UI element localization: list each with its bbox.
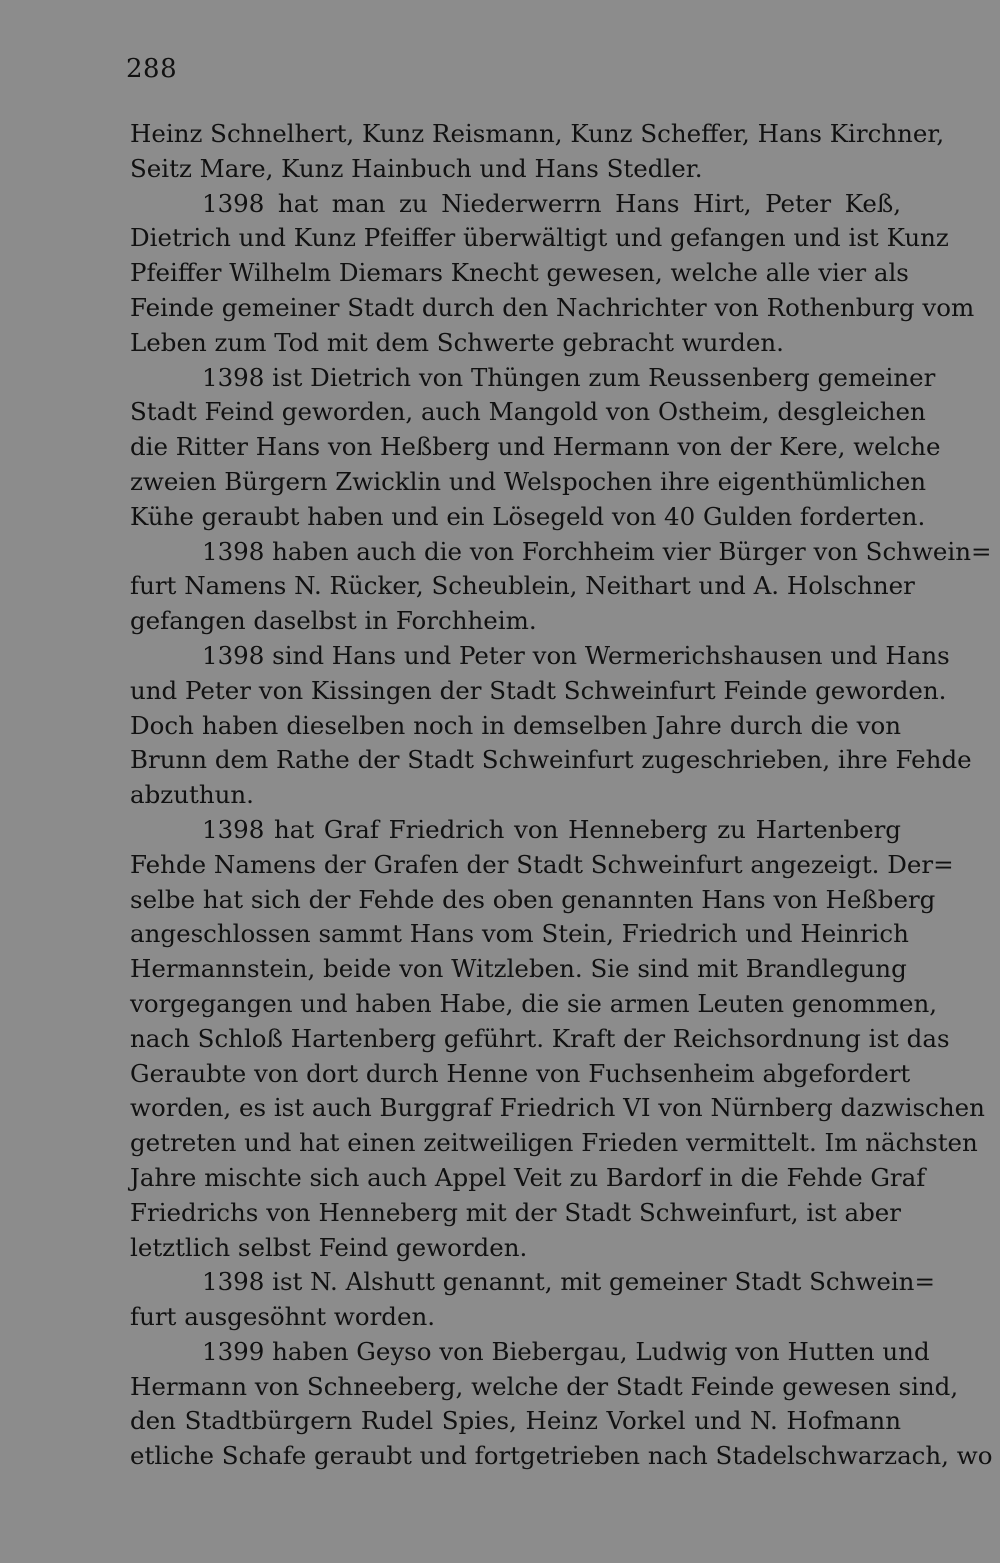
- text-line: 1398 haben auch die von Forchheim vier Bürger von Schwein=: [202, 536, 992, 566]
- text-line: 1398 hat Graf Friedrich von Henneberg zu Hartenberg: [202, 814, 901, 844]
- text-line: Seitz Mare, Kunz Hainbuch und Hans Stedler.: [130, 153, 703, 183]
- text-line: Geraubte von dort durch Henne von Fuchsenheim abgefordert: [130, 1058, 911, 1088]
- text-line: Doch haben dieselben noch in demselben Jahre durch die von: [130, 710, 901, 740]
- text-line: Dietrich und Kunz Pfeiffer überwältigt und gefangen und ist Kunz: [130, 223, 949, 253]
- text-line: Friedrichs von Henneberg mit der Stadt Schweinfurt, ist aber: [130, 1197, 901, 1227]
- text-line: 1399 haben Geyso von Biebergau, Ludwig von Hutten und: [202, 1336, 930, 1366]
- text-line: Jahre mischte sich auch Appel Veit zu Bardorf in die Fehde Graf: [130, 1162, 926, 1192]
- text-line: Heinz Schnelhert, Kunz Reismann, Kunz Scheffer, Hans Kirchner,: [130, 119, 945, 148]
- text-line: gefangen daselbst in Forchheim.: [130, 606, 537, 636]
- text-line: selbe hat sich der Fehde des oben genannten Hans von Heßberg: [130, 884, 936, 914]
- text-line: Fehde Namens der Grafen der Stadt Schweinfurt angezeigt. Der=: [130, 849, 954, 879]
- text-line: und Peter von Kissingen der Stadt Schweinfurt Feinde geworden.: [130, 675, 947, 705]
- text-line: furt ausgesöhnt worden.: [130, 1302, 436, 1332]
- text-line: 1398 sind Hans und Peter von Wermerichshausen und Hans: [202, 640, 950, 670]
- text-line: Hermannstein, beide von Witzleben. Sie sind mit Brandlegung: [130, 954, 907, 984]
- text-line: Stadt Feind geworden, auch Mangold von Ostheim, desgleichen: [130, 397, 926, 427]
- text-line: getreten und hat einen zeitweiligen Frieden vermittelt. Im nächsten: [130, 1128, 978, 1158]
- text-line: 1398 ist Dietrich von Thüngen zum Reussenberg gemeiner: [202, 362, 936, 392]
- text-line: vorgegangen und haben Habe, die sie armen Leuten genommen,: [130, 988, 938, 1018]
- text-line: worden, es ist auch Burggraf Friedrich VI von Nürnberg dazwischen: [130, 1093, 985, 1123]
- text-line: den Stadtbürgern Rudel Spies, Heinz Vorkel und N. Hofmann: [130, 1406, 901, 1436]
- text-line: nach Schloß Hartenberg geführt. Kraft der Reichsordnung ist das: [130, 1023, 950, 1053]
- text-line: Pfeiffer Wilhelm Diemars Knecht gewesen, welche alle vier als: [130, 258, 909, 288]
- text-line: Kühe geraubt haben und ein Lösegeld von 40 Gulden forderten.: [130, 501, 926, 531]
- text-line: 1398 hat man zu Niederwerrn Hans Hirt, Peter Keß,: [202, 188, 901, 218]
- text-line: Leben zum Tod mit dem Schwerte gebracht wurden.: [130, 327, 784, 357]
- text-line: Brunn dem Rathe der Stadt Schweinfurt zugeschrieben, ihre Fehde: [130, 745, 972, 775]
- text-line: Hermann von Schneeberg, welche der Stadt Feinde gewesen sind,: [130, 1371, 959, 1401]
- body-text: [130, 117, 993, 1474]
- text-line: angeschlossen sammt Hans vom Stein, Friedrich und Heinrich: [130, 919, 909, 949]
- text-line: zweien Bürgern Zwicklin und Welspochen ihre eigenthümlichen: [130, 466, 926, 496]
- text-line: letztlich selbst Feind geworden.: [130, 1232, 528, 1262]
- text-line: 1398 ist N. Alshutt genannt, mit gemeiner Stadt Schwein=: [202, 1267, 935, 1297]
- text-line: furt Namens N. Rücker, Scheublein, Neithart und A. Holschner: [130, 571, 915, 601]
- text-line: Feinde gemeiner Stadt durch den Nachrichter von Rothenburg vom: [130, 292, 975, 322]
- page-number: 288: [126, 54, 178, 84]
- text-line: etliche Schafe geraubt und fortgetrieben nach Stadelschwarzach, wo: [130, 1441, 993, 1471]
- text-line: die Ritter Hans von Heßberg und Hermann von der Kere, welche: [130, 432, 941, 462]
- text-line: abzuthun.: [130, 780, 254, 810]
